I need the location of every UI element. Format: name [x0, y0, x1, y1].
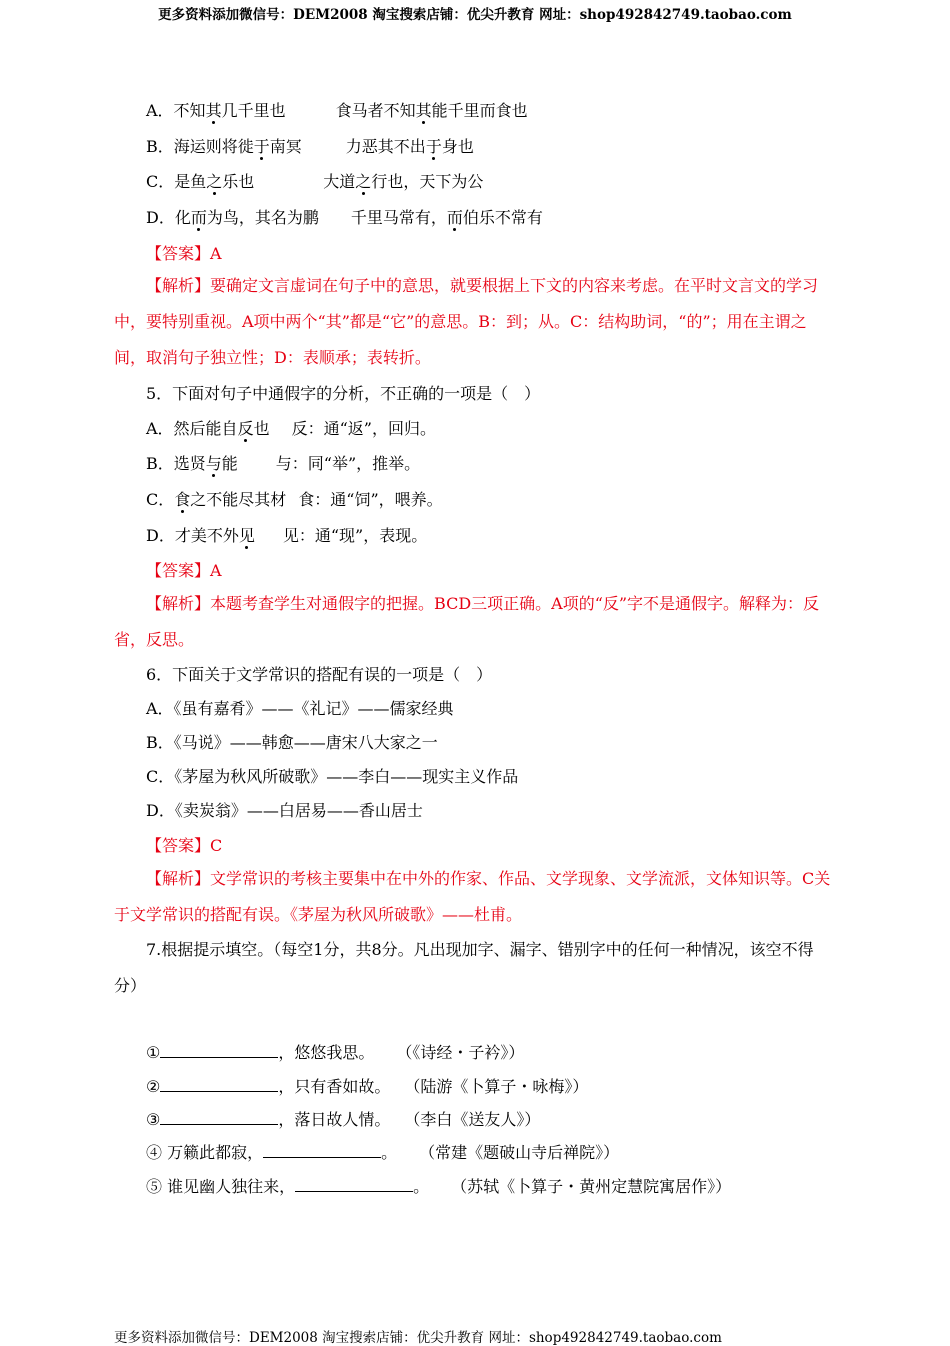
- fill-blank[interactable]: [263, 1143, 381, 1158]
- q7-item-1: ① ，悠悠我思。 （《诗经・子衿》）: [146, 1043, 525, 1062]
- q6-option-d: D．《卖炭翁》——白居易——香山居士: [146, 801, 423, 820]
- fill-blank[interactable]: [295, 1177, 413, 1192]
- q4-option-c: C．是鱼之乐也 大道之行也，天下为公: [146, 172, 484, 191]
- q7-item-2: ② ，只有香如故。 （陆游《卜算子・咏梅》）: [146, 1077, 589, 1096]
- q7-stem: 7.根据提示填空。（每空1分，共8分。凡出现加字、漏字、错别字中的任何一种情况，该空不得分）: [114, 940, 814, 995]
- q5-option-d: D．才美不外见 见：通“现”，表现。: [146, 526, 428, 545]
- q5-analysis: 【解析】本题考查学生对通假字的把握。BCD三项正确。A项的“反”字不是通假字。解释为：反省，反思。: [114, 594, 820, 649]
- q7-item-5: ⑤ 谁见幽人独往来， 。 （苏轼《卜算子・黄州定慧院寓居作》）: [146, 1177, 732, 1196]
- fill-blank[interactable]: [160, 1077, 278, 1092]
- q5-answer: 【答案】A: [146, 561, 222, 580]
- fill-blank[interactable]: [160, 1110, 278, 1125]
- q4-option-d: D．化而为鸟，其名为鹏 千里马常有，而伯乐不常有: [146, 208, 543, 227]
- q6-stem: 6．下面关于文学常识的搭配有误的一项是（ ）: [146, 665, 493, 684]
- q4-option-b: B．海运则将徙于南冥 力恶其不出于身也: [146, 137, 474, 156]
- q5-stem: 5．下面对句子中通假字的分析，不正确的一项是（ ）: [146, 384, 541, 403]
- q7-item-4: ④ 万籁此都寂， 。 （常建《题破山寺后禅院》）: [146, 1143, 620, 1162]
- q6-answer: 【答案】C: [146, 836, 223, 855]
- q7-item-3: ③ ，落日故人情。 （李白《送友人》）: [146, 1110, 541, 1129]
- q5-option-c: C．食之不能尽其材 食：通“饲”，喂养。: [146, 490, 443, 509]
- fill-blank[interactable]: [160, 1043, 278, 1058]
- q6-option-a: A．《虽有嘉肴》——《礼记》——儒家经典: [146, 699, 454, 718]
- q4-option-a: A．不知其几千里也 食马者不知其能千里而食也: [146, 101, 528, 120]
- q6-option-c: C．《茅屋为秋风所破歌》——李白——现实主义作品: [146, 767, 519, 786]
- page-header: 更多资料添加微信号：DEM2008 淘宝搜索店铺：优尖升教育 网址：shop492842749.taobao.com: [158, 7, 792, 23]
- q5-option-a: A．然后能自反也 反：通“返”，回归。: [146, 419, 436, 438]
- page-footer: 更多资料添加微信号：DEM2008 淘宝搜索店铺：优尖升教育 网址：shop492842749.taobao.com: [114, 1330, 722, 1346]
- q6-option-b: B．《马说》——韩愈——唐宋八大家之一: [146, 733, 438, 752]
- q4-analysis: 【解析】要确定文言虚词在句子中的意思，就要根据上下文的内容来考虑。在平时文言文的学习中，要特别重视。A项中两个“其”都是“它”的意思。B：到；从。C：结构助词，“的”；用在主谓之间，取消句子独立性；D：表顺承；表转折。: [114, 276, 819, 367]
- q4-answer: 【答案】A: [146, 244, 222, 263]
- q5-option-b: B．选贤与能 与：同“举”，推举。: [146, 454, 421, 473]
- q6-analysis: 【解析】文学常识的考核主要集中在中外的作家、作品、文学现象、文学流派，文体知识等。C关于文学常识的搭配有误。《茅屋为秋风所破歌》——杜甫。: [114, 869, 831, 924]
